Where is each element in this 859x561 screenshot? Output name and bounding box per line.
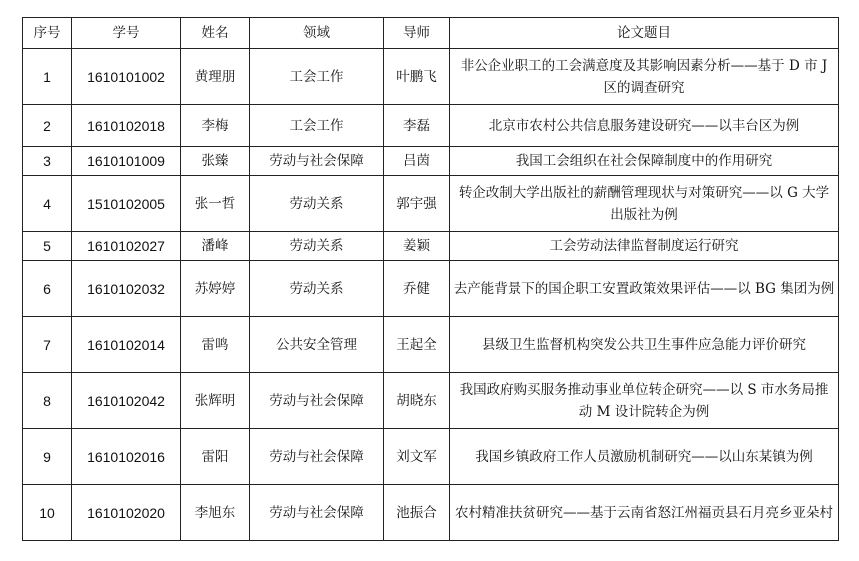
cell-thesis-title: 北京市农村公共信息服务建设研究——以丰台区为例 [450, 105, 839, 147]
cell-name: 张一哲 [181, 176, 250, 232]
cell-student-id: 1610102014 [72, 317, 181, 373]
cell-thesis-title: 农村精准扶贫研究——基于云南省怒江州福贡县石月亮乡亚朵村 [450, 485, 839, 541]
table-row [23, 373, 839, 429]
cell-thesis-title: 去产能背景下的国企职工安置政策效果评估——以 BG 集团为例 [450, 261, 839, 317]
cell-student-id: 1610102020 [72, 485, 181, 541]
cell-field: 劳动与社会保障 [250, 429, 384, 485]
table-row [23, 261, 839, 317]
header-seq: 序号 [23, 18, 72, 49]
table-header-row [23, 18, 839, 49]
cell-field: 劳动与社会保障 [250, 485, 384, 541]
cell-seq: 6 [23, 261, 72, 317]
table-row [23, 147, 839, 176]
cell-student-id: 1510102005 [72, 176, 181, 232]
thesis-table [22, 17, 839, 541]
table-row [23, 49, 839, 105]
cell-student-id: 1610102027 [72, 232, 181, 261]
cell-advisor: 胡晓东 [384, 373, 450, 429]
cell-advisor: 乔健 [384, 261, 450, 317]
cell-advisor: 王起全 [384, 317, 450, 373]
cell-field: 劳动与社会保障 [250, 147, 384, 176]
cell-name: 雷鸣 [181, 317, 250, 373]
cell-name: 潘峰 [181, 232, 250, 261]
cell-student-id: 1610102042 [72, 373, 181, 429]
table-row [23, 232, 839, 261]
cell-name: 苏婷婷 [181, 261, 250, 317]
cell-thesis-title: 我国政府购买服务推动事业单位转企研究——以 S 市水务局推动 M 设计院转企为例 [450, 373, 839, 429]
cell-field: 劳动与社会保障 [250, 373, 384, 429]
cell-field: 工会工作 [250, 105, 384, 147]
cell-seq: 2 [23, 105, 72, 147]
table-row [23, 317, 839, 373]
cell-student-id: 1610101002 [72, 49, 181, 105]
cell-student-id: 1610101009 [72, 147, 181, 176]
cell-thesis-title: 转企改制大学出版社的薪酬管理现状与对策研究——以 G 大学出版社为例 [450, 176, 839, 232]
table-row [23, 176, 839, 232]
cell-advisor: 池振合 [384, 485, 450, 541]
cell-thesis-title: 非公企业职工的工会满意度及其影响因素分析——基于 D 市 J 区的调查研究 [450, 49, 839, 105]
cell-student-id: 1610102032 [72, 261, 181, 317]
cell-advisor: 姜颖 [384, 232, 450, 261]
cell-advisor: 吕茵 [384, 147, 450, 176]
cell-name: 黄理朋 [181, 49, 250, 105]
header-name: 姓名 [181, 18, 250, 49]
header-field: 领域 [250, 18, 384, 49]
cell-seq: 7 [23, 317, 72, 373]
cell-seq: 3 [23, 147, 72, 176]
cell-thesis-title: 我国工会组织在社会保障制度中的作用研究 [450, 147, 839, 176]
cell-name: 张臻 [181, 147, 250, 176]
cell-seq: 10 [23, 485, 72, 541]
cell-field: 工会工作 [250, 49, 384, 105]
cell-name: 李梅 [181, 105, 250, 147]
cell-seq: 9 [23, 429, 72, 485]
cell-field: 公共安全管理 [250, 317, 384, 373]
cell-advisor: 李磊 [384, 105, 450, 147]
table-row [23, 105, 839, 147]
cell-seq: 8 [23, 373, 72, 429]
header-student-id: 学号 [72, 18, 181, 49]
cell-field: 劳动关系 [250, 261, 384, 317]
cell-advisor: 刘文军 [384, 429, 450, 485]
table-row [23, 485, 839, 541]
cell-field: 劳动关系 [250, 176, 384, 232]
cell-name: 雷阳 [181, 429, 250, 485]
cell-student-id: 1610102016 [72, 429, 181, 485]
header-advisor: 导师 [384, 18, 450, 49]
cell-name: 李旭东 [181, 485, 250, 541]
cell-thesis-title: 我国乡镇政府工作人员激励机制研究——以山东某镇为例 [450, 429, 839, 485]
table-row [23, 429, 839, 485]
cell-seq: 5 [23, 232, 72, 261]
cell-seq: 4 [23, 176, 72, 232]
cell-advisor: 叶鹏飞 [384, 49, 450, 105]
cell-student-id: 1610102018 [72, 105, 181, 147]
header-thesis-title: 论文题目 [450, 18, 839, 49]
cell-seq: 1 [23, 49, 72, 105]
cell-thesis-title: 县级卫生监督机构突发公共卫生事件应急能力评价研究 [450, 317, 839, 373]
cell-field: 劳动关系 [250, 232, 384, 261]
cell-name: 张辉明 [181, 373, 250, 429]
cell-thesis-title: 工会劳动法律监督制度运行研究 [450, 232, 839, 261]
cell-advisor: 郭宇强 [384, 176, 450, 232]
